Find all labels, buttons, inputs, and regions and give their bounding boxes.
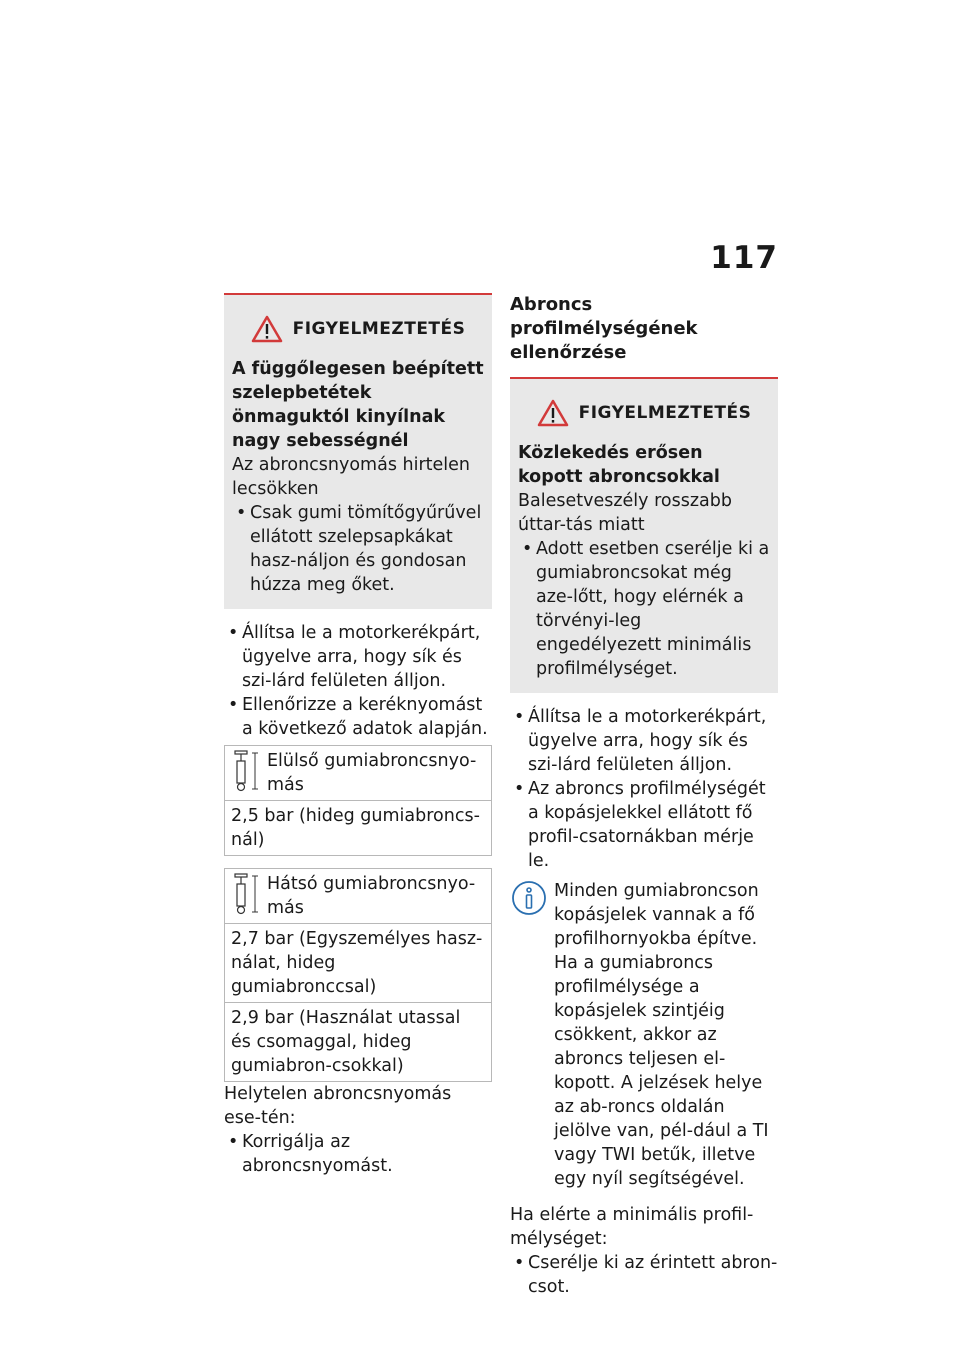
rear-pressure-value-loaded: 2,9 bar (Használat utassal és csomaggal, hideg gumiabron-csokkal): [225, 1003, 492, 1082]
step-item: • Cserélje ki az érintett abron-csot.: [510, 1251, 778, 1299]
step-list: [510, 705, 778, 873]
info-icon: [510, 879, 548, 917]
left-column: [224, 293, 492, 1178]
page-number: 117: [710, 240, 778, 276]
warning-bullet: • Adott esetben cserélje ki a gumiabroncsokat még aze-lőtt, hogy elérnék a törvényi-leg engedélyezett minimális profilmélységet.: [518, 537, 770, 681]
warning-triangle-icon: [251, 315, 283, 343]
min-depth-list: [510, 1251, 778, 1299]
step-list: [224, 621, 492, 741]
front-pressure-table: [224, 745, 492, 856]
warning-text: Balesetveszély rosszabb úttar-tás miatt: [518, 491, 732, 535]
warning-bullets: [232, 501, 484, 597]
step-item: • Állítsa le a motorkerékpárt, ügyelve arra, hogy sík és szi-lárd felületen álljon.: [510, 705, 778, 777]
warning-box-valve: [224, 293, 492, 609]
warning-header: [232, 315, 484, 343]
step-item: • Az abroncs profilmélységét a kopásjelekkel ellátott fő profil-csatornákban mérje le.: [510, 777, 778, 873]
warning-bullets: [518, 537, 770, 681]
warning-heading: Közlekedés erősen kopott abroncsokkal: [518, 443, 720, 487]
step-item: • Ellenőrizze a keréknyomást a következő adatok alapján.: [224, 693, 492, 741]
front-pressure-label: Elülső gumiabroncsnyo-más: [267, 751, 477, 795]
rear-pressure-label: Hátsó gumiabroncsnyo-más: [267, 874, 476, 918]
front-pressure-value: 2,5 bar (hideg gumiabroncs-nál): [225, 801, 492, 856]
tire-pressure-icon: [231, 872, 261, 916]
min-depth-text: Ha elérte a minimális profil-mélységet:: [510, 1205, 754, 1249]
rear-pressure-value-solo: 2,7 bar (Egyszemélyes hasz-nálat, hideg gumiabronccsal): [225, 924, 492, 1003]
warning-triangle-icon: [537, 399, 569, 427]
step-item: • Állítsa le a motorkerékpárt, ügyelve arra, hogy sík és szi-lárd felületen álljon.: [224, 621, 492, 693]
incorrect-pressure-text: Helytelen abroncsnyomás ese-tén:: [224, 1084, 452, 1128]
info-note: [510, 879, 778, 1191]
rear-pressure-table: [224, 868, 492, 1082]
warning-title: FIGYELMEZTETÉS: [578, 403, 752, 423]
warning-bullet: • Csak gumi tömítőgyűrűvel ellátott szelepsapkákat hasz-náljon és gondosan húzza meg őket.: [232, 501, 484, 597]
warning-box-tread: [510, 377, 778, 693]
warning-text: Az abroncsnyomás hirtelen lecsökken: [232, 455, 471, 499]
incorrect-pressure-list: [224, 1130, 492, 1178]
tire-pressure-icon: [231, 749, 261, 793]
section-title: Abroncs profilmélységének ellenőrzése: [510, 294, 698, 363]
right-column: [510, 293, 778, 1299]
warning-title: FIGYELMEZTETÉS: [292, 319, 466, 339]
warning-heading: A függőlegesen beépített szelepbetétek önmaguktól kinyílnak nagy sebességnél: [232, 359, 484, 451]
warning-header: [518, 399, 770, 427]
step-item: • Korrigálja az abroncsnyomást.: [224, 1130, 492, 1178]
info-text: Minden gumiabroncson kopásjelek vannak a fő profilhornyokba építve. Ha a gumiabroncs profilmélysége a kopásjelek szintjéig csökkent, akkor az abroncs teljesen el-kopott. A jelzések helye az ab-roncs oldalán jelölve van, pél-dául a TI vagy TWI betűk, illetve egy nyíl segítségével.: [554, 881, 769, 1189]
